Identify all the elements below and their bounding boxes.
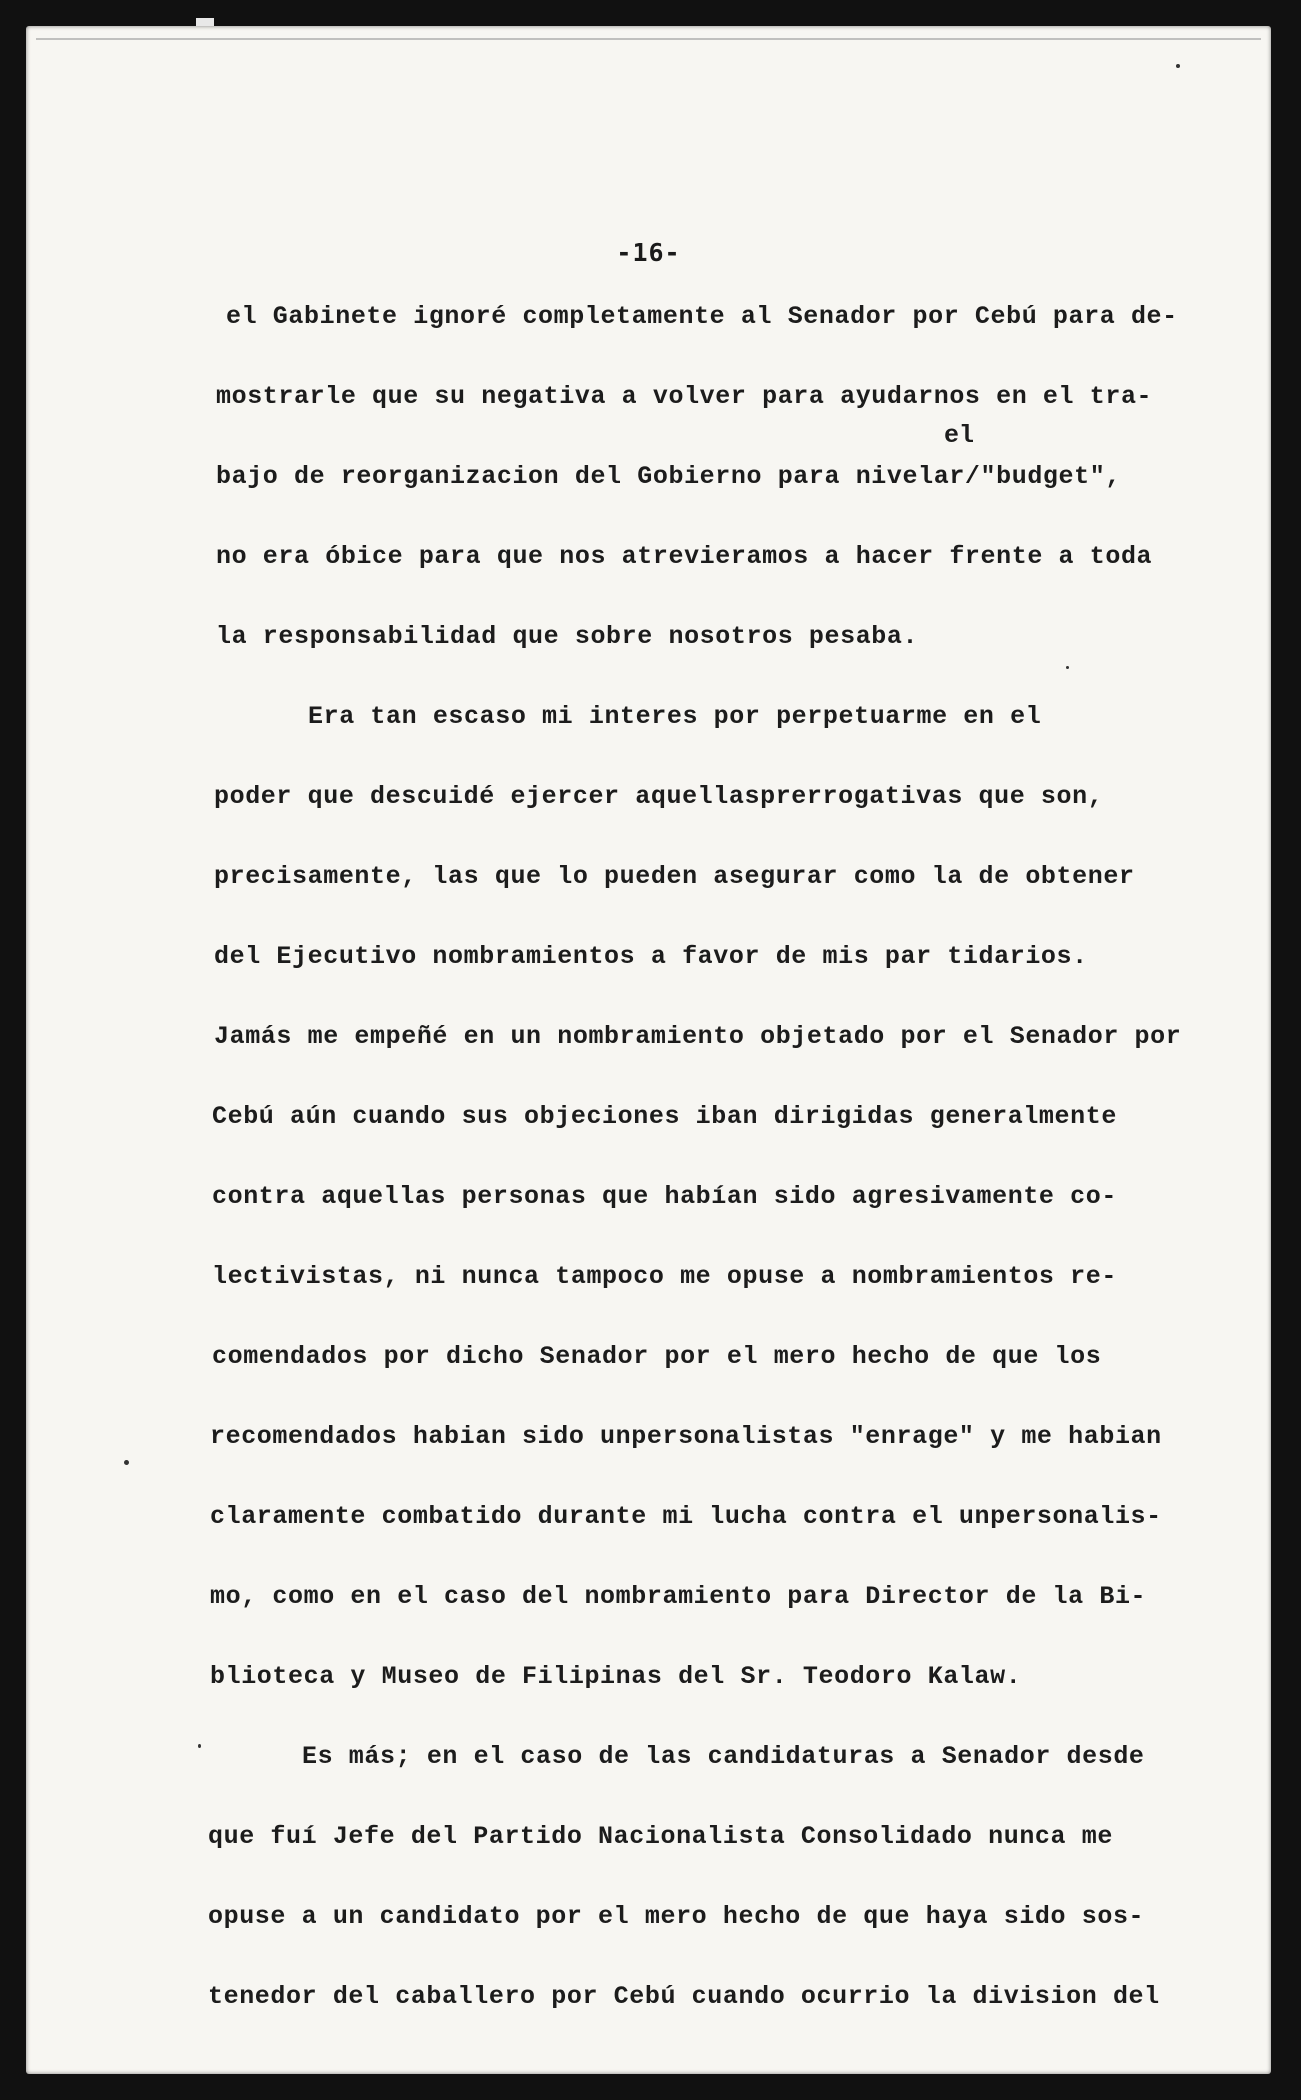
text-line: recomendados habian sido unpersonalistas "enrage" y me habian [210, 1422, 1162, 1451]
text-line: lectivistas, ni nunca tampoco me opuse a nombramientos re- [212, 1262, 1117, 1291]
text-line: bajo de reorganizacion del Gobierno para nivelar/"budget", [216, 462, 1121, 491]
page-edge-rule [36, 38, 1261, 40]
text-line: mostrarle que su negativa a volver para ayudarnos en el tra- [216, 382, 1153, 411]
text-line: la responsabilidad que sobre nosotros pesaba. [216, 622, 919, 651]
typewritten-page [26, 26, 1271, 2074]
text-line: no era óbice para que nos atrevieramos a hacer frente a toda [216, 542, 1153, 571]
text-line: precisamente, las que lo pueden asegurar como la de obtener [214, 862, 1135, 891]
ink-speck [1066, 666, 1069, 669]
text-line: mo, como en el caso del nombramiento para Director de la Bi- [210, 1582, 1147, 1611]
paragraph-start-line: Es más; en el caso de las candidaturas a Senador desde [302, 1742, 1145, 1771]
text-line: blioteca y Museo de Filipinas del Sr. Teodoro Kalaw. [210, 1662, 1022, 1691]
ink-speck [198, 1744, 201, 1748]
text-line: del Ejecutivo nombramientos a favor de mis par tidarios. [214, 942, 1088, 971]
ink-speck [1176, 64, 1180, 68]
text-line: el Gabinete ignoré completamente al Senador por Cebú para de- [226, 302, 1178, 331]
text-line: Cebú aún cuando sus objeciones iban dirigidas generalmente [212, 1102, 1117, 1131]
text-line: que fuí Jefe del Partido Nacionalista Consolidado nunca me [208, 1822, 1113, 1851]
text-line: tenedor del caballero por Cebú cuando ocurrio la division del [208, 1982, 1160, 2011]
text-line: Jamás me empeñé en un nombramiento objetado por el Senador por [214, 1022, 1182, 1051]
text-line: poder que descuidé ejercer aquellasprerrogativas que son, [214, 782, 1104, 811]
text-line: claramente combatido durante mi lucha contra el unpersonalis- [210, 1502, 1162, 1531]
page-number: -16- [616, 238, 681, 267]
interlinear-insertion: el [944, 421, 975, 450]
ink-speck [124, 1460, 129, 1465]
paragraph-start-line: Era tan escaso mi interes por perpetuarme en el [308, 702, 1042, 731]
text-line: opuse a un candidato por el mero hecho de que haya sido sos- [208, 1902, 1145, 1931]
text-line: comendados por dicho Senador por el mero hecho de que los [212, 1342, 1102, 1371]
text-line: contra aquellas personas que habían sido agresivamente co- [212, 1182, 1117, 1211]
